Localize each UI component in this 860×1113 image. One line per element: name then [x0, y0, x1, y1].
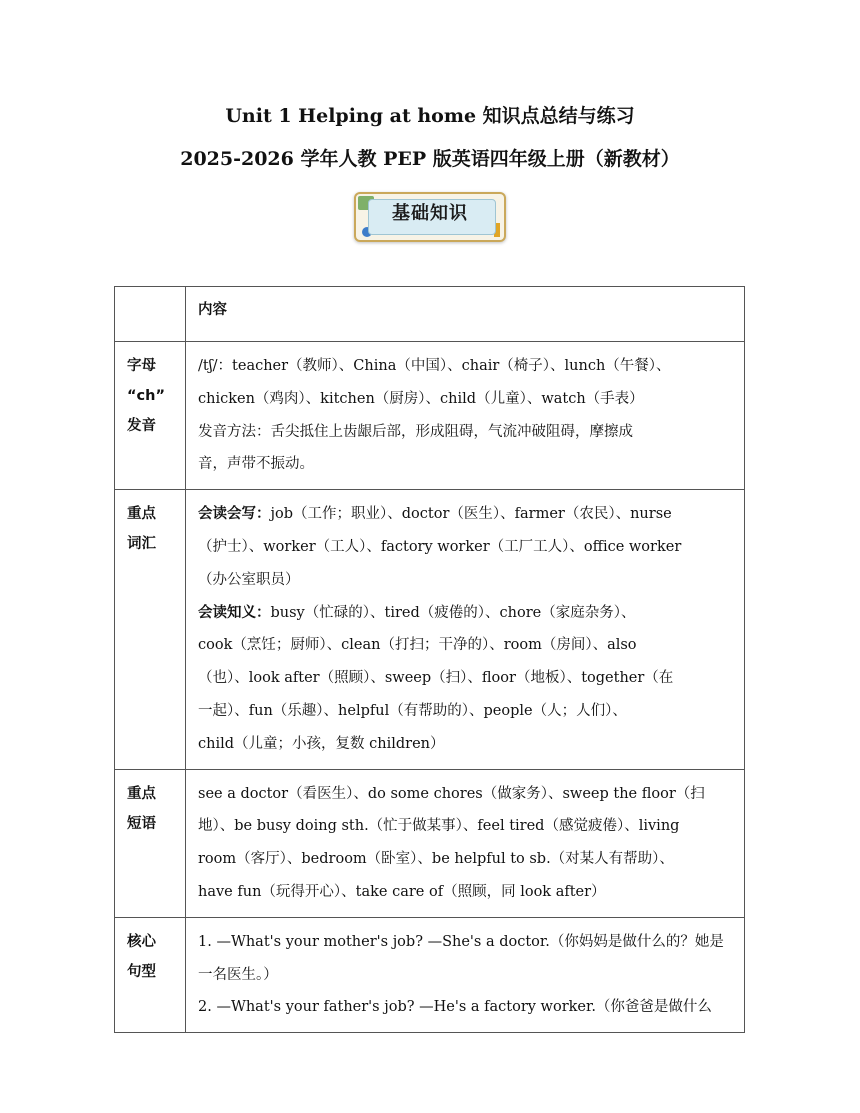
row-content-sentences: 1. —What's your mother's job? —She's a doctor.（你妈妈是做什么的？她是 一名医生。） 2. —What's your father's job? —He's a factory worker.（你爸爸是做什么	[186, 917, 745, 1032]
row-content-vocab: 会读会写：job（工作；职业）、doctor（医生）、farmer（农民）、nurse （护士）、worker（工人）、factory worker（工厂工人）、office worker （办公室职员） 会读知义：busy（忙碌的）、tired（疲倦的）、chore（家庭杂务）、 cook（烹饪；厨师）、clean（打扫；干净的）、room（房间）、also （也）、look after（照顾）、sweep（扫）、floor（地板）、together（在 一起）、fun（乐趣）、helpful（有帮助的）、people（人；人们）、 child（儿童；小孩，复数 children）	[186, 490, 745, 769]
document-subtitle: 2025-2026 学年人教 PEP 版英语四年级上册（新教材）	[180, 148, 680, 170]
know-label: 会读知义：	[198, 604, 271, 621]
write-label: 会读会写：	[198, 506, 271, 523]
table-row	[115, 342, 745, 490]
row-content-phrases: see a doctor（看医生）、do some chores（做家务）、sweep the floor（扫 地）、be busy doing sth.（忙于做某事）、feel tired（感觉疲倦）、living room（客厅）、bedroom（卧室）、be helpful to sb.（对某人有帮助）、 have fun（玩得开心）、take care of（照顾，同 look after）	[186, 769, 745, 917]
table-row	[115, 769, 745, 917]
row-label-phrases: 重点 短语	[115, 769, 186, 917]
header-content-cell: 内容	[186, 287, 745, 342]
section-badge-label: 基础知识	[392, 203, 468, 224]
header-empty-cell	[115, 287, 186, 342]
row-label-ch: 字母 “ch” 发音	[115, 342, 186, 490]
row-content-ch: /tʃ/：teacher（教师）、China（中国）、chair（椅子）、lunch（午餐）、 chicken（鸡肉）、kitchen（厨房）、child（儿童）、watch（手表） 发音方法：舌尖抵住上齿龈后部，形成阻碍，气流冲破阻碍，摩擦成 音，声带不振动。	[186, 342, 745, 490]
knowledge-table	[114, 286, 745, 1033]
table-header-row	[115, 287, 745, 342]
document-title: Unit 1 Helping at home 知识点总结与练习	[225, 105, 635, 127]
section-badge	[354, 192, 506, 242]
table-row	[115, 490, 745, 769]
row-label-sentences: 核心 句型	[115, 917, 186, 1032]
table-row	[115, 917, 745, 1032]
row-label-vocab: 重点 词汇	[115, 490, 186, 769]
